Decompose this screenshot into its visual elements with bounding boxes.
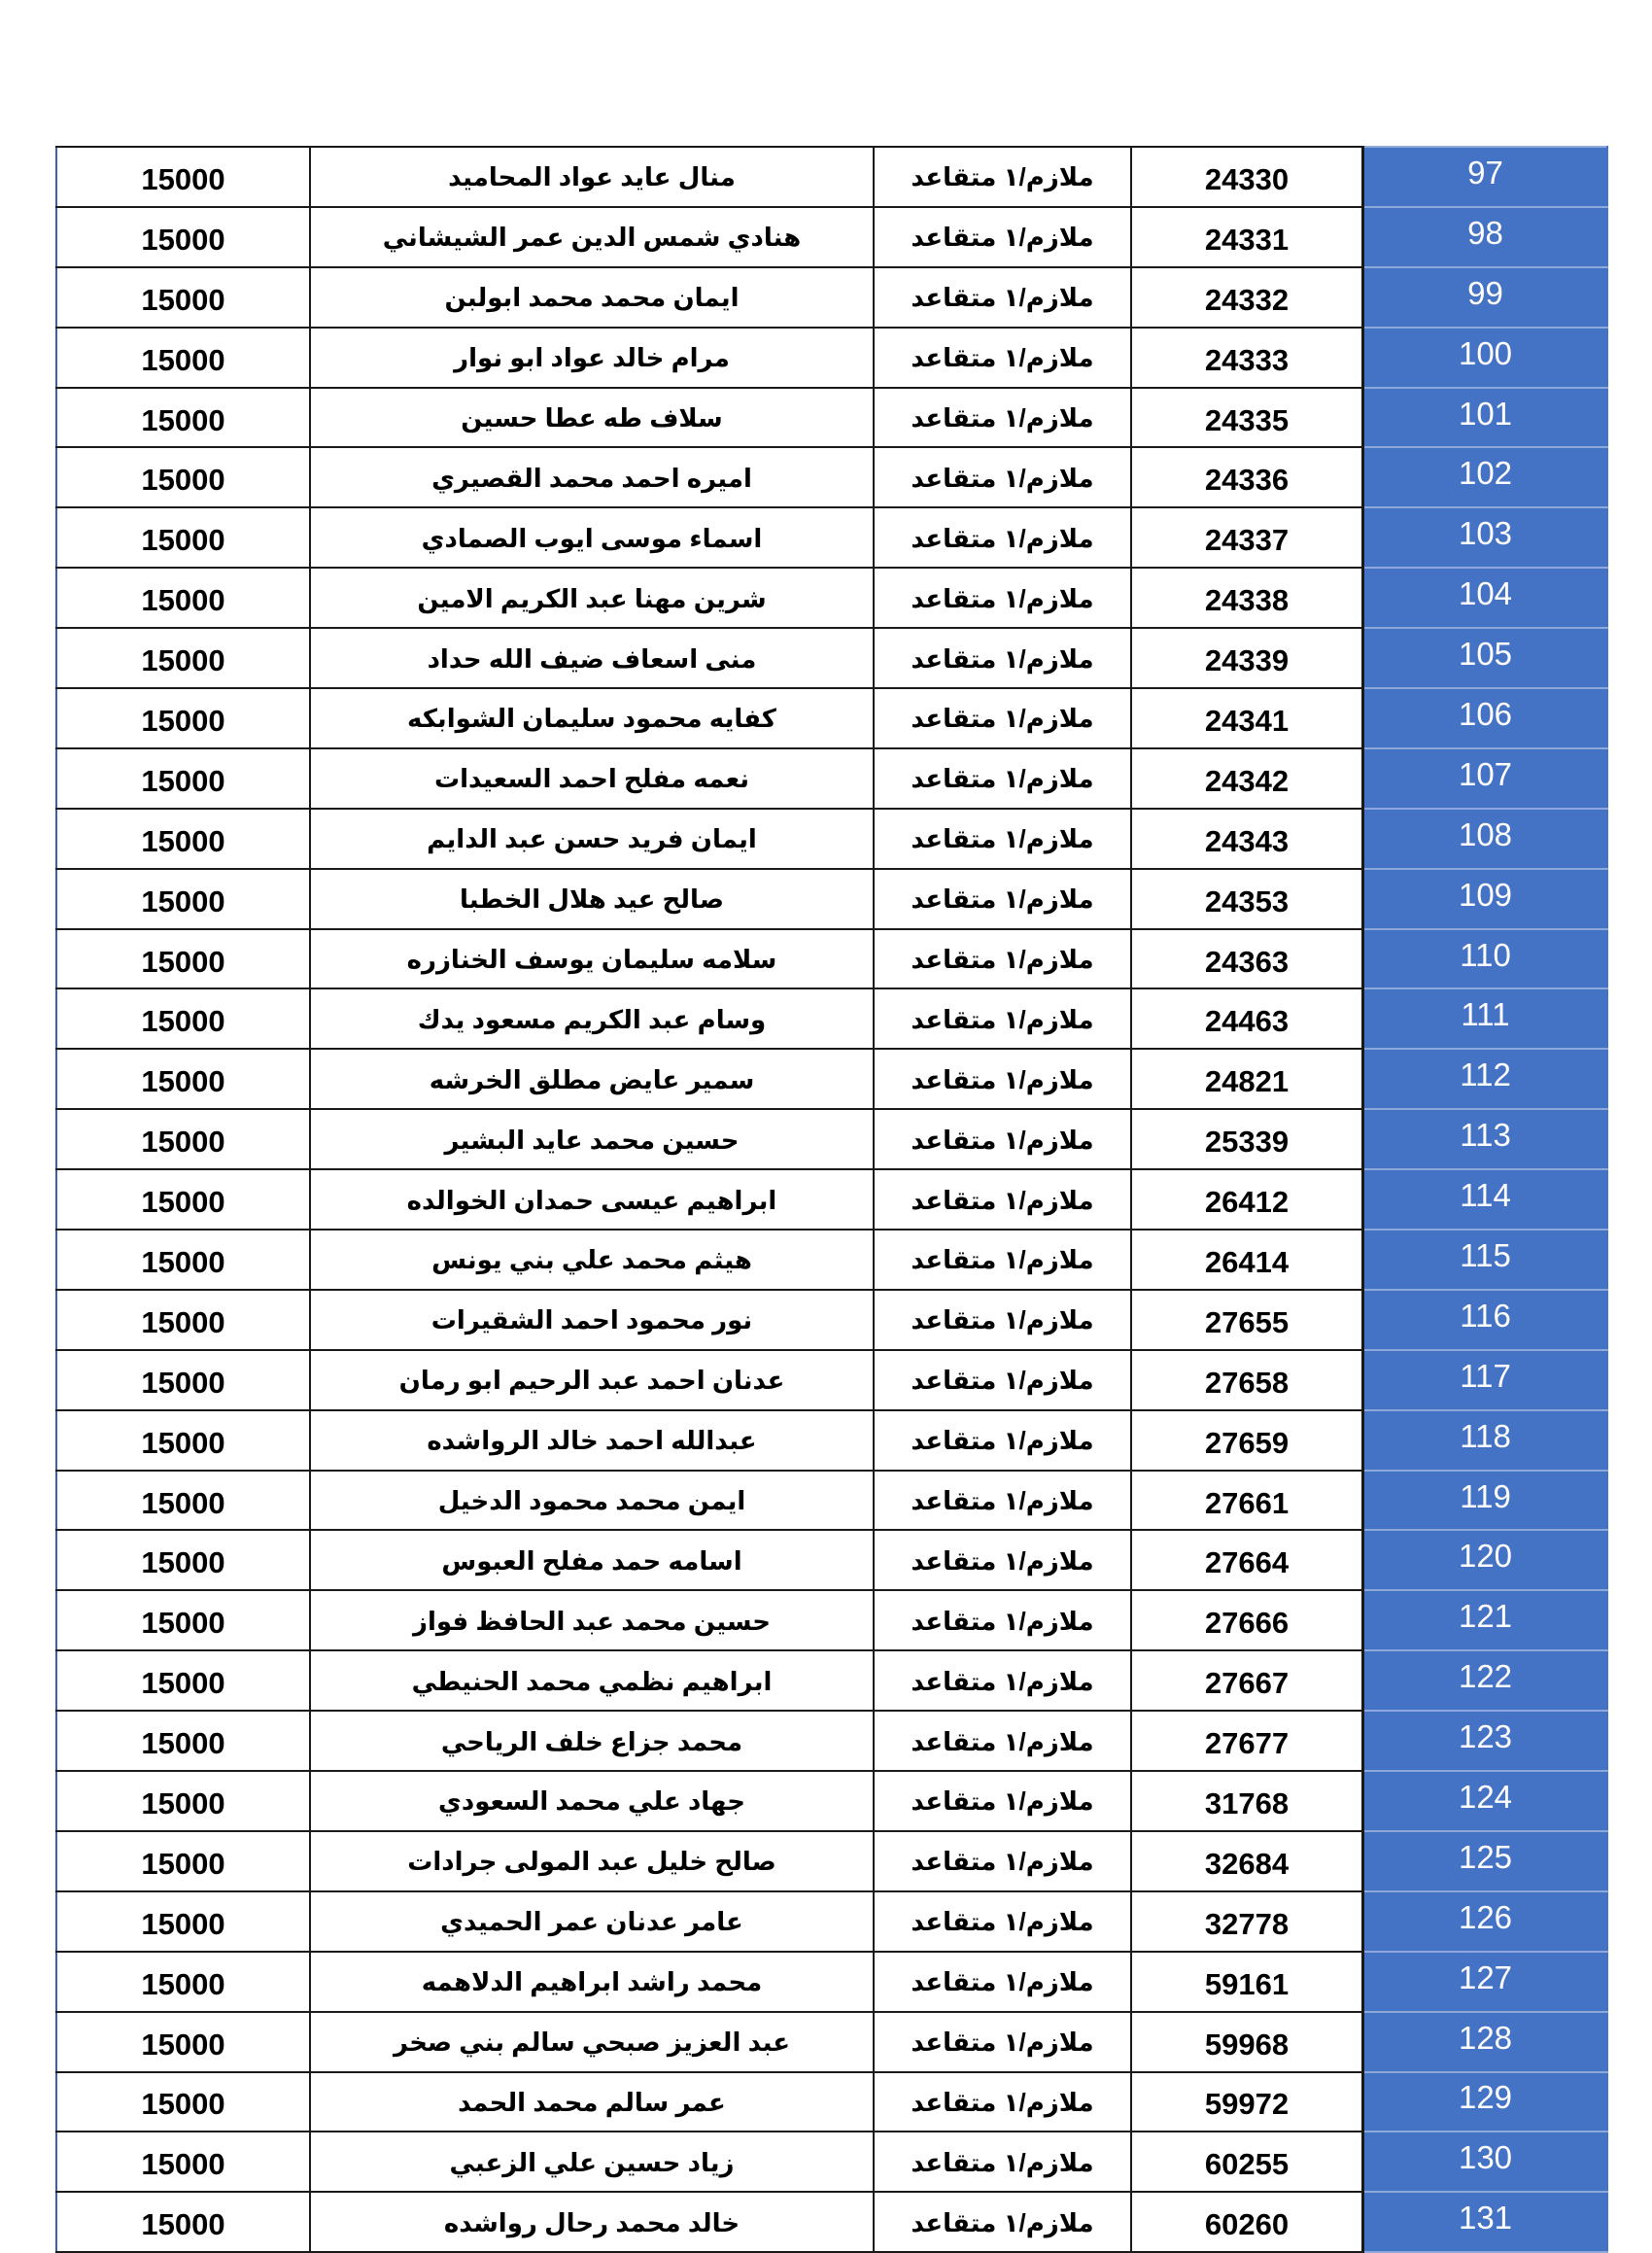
name-cell: خالد محمد رحال رواشده [310,2192,874,2252]
rank-cell: ملازم/١ متقاعد [874,1410,1131,1471]
amount-cell: 15000 [56,2072,310,2132]
rank-cell: ملازم/١ متقاعد [874,929,1131,989]
id-number-cell: 27658 [1131,1350,1363,1410]
rank-cell: ملازم/١ متقاعد [874,809,1131,869]
sequence-number-cell: 97 [1363,147,1608,207]
id-number-cell: 24343 [1131,809,1363,869]
amount-cell: 15000 [56,1471,310,1531]
table-row [56,1410,1607,1471]
id-number-cell: 27655 [1131,1290,1363,1350]
sequence-number-cell: 103 [1363,507,1608,568]
sequence-number-cell: 109 [1363,869,1608,929]
id-number-cell: 27661 [1131,1471,1363,1531]
name-cell: اسماء موسى ايوب الصمادي [310,507,874,568]
rank-cell: ملازم/١ متقاعد [874,1290,1131,1350]
sequence-number-cell: 102 [1363,447,1608,507]
rank-cell: ملازم/١ متقاعد [874,447,1131,507]
name-cell: سلاف طه عطا حسين [310,388,874,448]
name-cell: عبدالله احمد خالد الرواشده [310,1410,874,1471]
amount-cell: 15000 [56,1711,310,1771]
id-number-cell: 32778 [1131,1891,1363,1952]
table-row [56,207,1607,267]
id-number-cell: 24339 [1131,628,1363,688]
name-cell: زياد حسين علي الزعبي [310,2132,874,2192]
retiree-table [55,146,1608,2253]
table-row [56,328,1607,388]
name-cell: شرين مهنا عبد الكريم الامين [310,568,874,628]
rank-cell: ملازم/١ متقاعد [874,207,1131,267]
table-row [56,988,1607,1049]
amount-cell: 15000 [56,1049,310,1109]
table-row [56,688,1607,748]
rank-cell: ملازم/١ متقاعد [874,1711,1131,1771]
amount-cell: 15000 [56,507,310,568]
id-number-cell: 59161 [1131,1952,1363,2012]
table-row [56,1471,1607,1531]
rank-cell: ملازم/١ متقاعد [874,1350,1131,1410]
amount-cell: 15000 [56,809,310,869]
rank-cell: ملازم/١ متقاعد [874,147,1131,207]
id-number-cell: 24331 [1131,207,1363,267]
name-cell: عمر سالم محمد الحمد [310,2072,874,2132]
rank-cell: ملازم/١ متقاعد [874,507,1131,568]
sequence-number-cell: 127 [1363,1952,1608,2012]
id-number-cell: 60255 [1131,2132,1363,2192]
table-row [56,1952,1607,2012]
rank-cell: ملازم/١ متقاعد [874,2072,1131,2132]
rank-cell: ملازم/١ متقاعد [874,2132,1131,2192]
sequence-number-cell: 104 [1363,568,1608,628]
rank-cell: ملازم/١ متقاعد [874,1049,1131,1109]
sequence-number-cell: 100 [1363,328,1608,388]
rank-cell: ملازم/١ متقاعد [874,2192,1131,2252]
id-number-cell: 24342 [1131,748,1363,809]
sequence-number-cell: 123 [1363,1711,1608,1771]
table-row [56,1230,1607,1290]
sequence-number-cell: 114 [1363,1169,1608,1230]
table-row [56,1109,1607,1169]
amount-cell: 15000 [56,688,310,748]
sequence-number-cell: 130 [1363,2132,1608,2192]
rank-cell: ملازم/١ متقاعد [874,1230,1131,1290]
rank-cell: ملازم/١ متقاعد [874,1169,1131,1230]
sequence-number-cell: 119 [1363,1471,1608,1531]
id-number-cell: 32684 [1131,1831,1363,1891]
name-cell: صالح عيد هلال الخطبا [310,869,874,929]
table-row [56,1650,1607,1711]
table-row [56,2072,1607,2132]
id-number-cell: 27659 [1131,1410,1363,1471]
rank-cell: ملازم/١ متقاعد [874,388,1131,448]
amount-cell: 15000 [56,267,310,328]
sequence-number-cell: 131 [1363,2192,1608,2252]
name-cell: اميره احمد محمد القصيري [310,447,874,507]
table-row [56,2192,1607,2252]
table-row [56,1891,1607,1952]
table-row [56,568,1607,628]
id-number-cell: 31768 [1131,1771,1363,1831]
id-number-cell: 27677 [1131,1711,1363,1771]
amount-cell: 15000 [56,328,310,388]
amount-cell: 15000 [56,988,310,1049]
id-number-cell: 27664 [1131,1530,1363,1590]
name-cell: كفايه محمود سليمان الشوابكه [310,688,874,748]
amount-cell: 15000 [56,447,310,507]
id-number-cell: 24333 [1131,328,1363,388]
id-number-cell: 24821 [1131,1049,1363,1109]
sequence-number-cell: 105 [1363,628,1608,688]
amount-cell: 15000 [56,869,310,929]
rank-cell: ملازم/١ متقاعد [874,1530,1131,1590]
rank-cell: ملازم/١ متقاعد [874,988,1131,1049]
name-cell: منال عايد عواد المحاميد [310,147,874,207]
sequence-number-cell: 112 [1363,1049,1608,1109]
name-cell: ايمان فريد حسن عبد الدايم [310,809,874,869]
table-row [56,809,1607,869]
id-number-cell: 24341 [1131,688,1363,748]
table-row [56,507,1607,568]
id-number-cell: 26414 [1131,1230,1363,1290]
table-row [56,1169,1607,1230]
name-cell: ابراهيم نظمي محمد الحنيطي [310,1650,874,1711]
sequence-number-cell: 108 [1363,809,1608,869]
table-row [56,1049,1607,1109]
name-cell: حسين محمد عبد الحافظ فواز [310,1590,874,1650]
table-row [56,447,1607,507]
amount-cell: 15000 [56,1590,310,1650]
name-cell: عامر عدنان عمر الحميدي [310,1891,874,1952]
sequence-number-cell: 121 [1363,1590,1608,1650]
sequence-number-cell: 107 [1363,748,1608,809]
name-cell: نعمه مفلح احمد السعيدات [310,748,874,809]
table-row [56,2132,1607,2192]
amount-cell: 15000 [56,147,310,207]
rank-cell: ملازم/١ متقاعد [874,1109,1131,1169]
amount-cell: 15000 [56,2192,310,2252]
rank-cell: ملازم/١ متقاعد [874,1471,1131,1531]
rank-cell: ملازم/١ متقاعد [874,628,1131,688]
name-cell: ابراهيم عيسى حمدان الخوالده [310,1169,874,1230]
amount-cell: 15000 [56,748,310,809]
rank-cell: ملازم/١ متقاعد [874,1831,1131,1891]
table-row [56,267,1607,328]
id-number-cell: 24332 [1131,267,1363,328]
id-number-cell: 27667 [1131,1650,1363,1711]
name-cell: منى اسعاف ضيف الله حداد [310,628,874,688]
name-cell: ايمن محمد محمود الدخيل [310,1471,874,1531]
name-cell: مرام خالد عواد ابو نوار [310,328,874,388]
sequence-number-cell: 101 [1363,388,1608,448]
id-number-cell: 26412 [1131,1169,1363,1230]
rank-cell: ملازم/١ متقاعد [874,267,1131,328]
id-number-cell: 24336 [1131,447,1363,507]
amount-cell: 15000 [56,1290,310,1350]
retiree-table-body [56,147,1607,2252]
amount-cell: 15000 [56,1350,310,1410]
amount-cell: 15000 [56,1530,310,1590]
name-cell: وسام عبد الكريم مسعود يدك [310,988,874,1049]
rank-cell: ملازم/١ متقاعد [874,688,1131,748]
rank-cell: ملازم/١ متقاعد [874,1771,1131,1831]
id-number-cell: 24330 [1131,147,1363,207]
name-cell: صالح خليل عبد المولى جرادات [310,1831,874,1891]
name-cell: نور محمود احمد الشقيرات [310,1290,874,1350]
sequence-number-cell: 128 [1363,2012,1608,2072]
sequence-number-cell: 115 [1363,1230,1608,1290]
id-number-cell: 24463 [1131,988,1363,1049]
table-row [56,1831,1607,1891]
rank-cell: ملازم/١ متقاعد [874,748,1131,809]
table-row [56,869,1607,929]
sequence-number-cell: 99 [1363,267,1608,328]
name-cell: هيثم محمد علي بني يونس [310,1230,874,1290]
amount-cell: 15000 [56,1891,310,1952]
amount-cell: 15000 [56,1952,310,2012]
rank-cell: ملازم/١ متقاعد [874,328,1131,388]
table-row [56,929,1607,989]
sequence-number-cell: 120 [1363,1530,1608,1590]
amount-cell: 15000 [56,2012,310,2072]
id-number-cell: 24363 [1131,929,1363,989]
name-cell: سلامه سليمان يوسف الخنازره [310,929,874,989]
amount-cell: 15000 [56,1169,310,1230]
table-row [56,1530,1607,1590]
name-cell: محمد جزاع خلف الرياحي [310,1711,874,1771]
id-number-cell: 24337 [1131,507,1363,568]
table-row [56,2012,1607,2072]
name-cell: هنادي شمس الدين عمر الشيشاني [310,207,874,267]
amount-cell: 15000 [56,1831,310,1891]
name-cell: حسين محمد عايد البشير [310,1109,874,1169]
table-row [56,1590,1607,1650]
rank-cell: ملازم/١ متقاعد [874,1952,1131,2012]
name-cell: عدنان احمد عبد الرحيم ابو رمان [310,1350,874,1410]
table-row [56,1290,1607,1350]
amount-cell: 15000 [56,388,310,448]
id-number-cell: 25339 [1131,1109,1363,1169]
sequence-number-cell: 106 [1363,688,1608,748]
amount-cell: 15000 [56,1230,310,1290]
id-number-cell: 24353 [1131,869,1363,929]
sequence-number-cell: 129 [1363,2072,1608,2132]
name-cell: جهاد علي محمد السعودي [310,1771,874,1831]
id-number-cell: 24338 [1131,568,1363,628]
name-cell: محمد راشد ابراهيم الدلاهمه [310,1952,874,2012]
id-number-cell: 59972 [1131,2072,1363,2132]
amount-cell: 15000 [56,628,310,688]
id-number-cell: 24335 [1131,388,1363,448]
table-row [56,147,1607,207]
sequence-number-cell: 111 [1363,988,1608,1049]
table-row [56,628,1607,688]
rank-cell: ملازم/١ متقاعد [874,1590,1131,1650]
amount-cell: 15000 [56,1109,310,1169]
table-row [56,1711,1607,1771]
amount-cell: 15000 [56,568,310,628]
rank-cell: ملازم/١ متقاعد [874,1650,1131,1711]
rank-cell: ملازم/١ متقاعد [874,1891,1131,1952]
name-cell: اسامه حمد مفلح العبوس [310,1530,874,1590]
sequence-number-cell: 124 [1363,1771,1608,1831]
amount-cell: 15000 [56,207,310,267]
amount-cell: 15000 [56,2132,310,2192]
table-row [56,748,1607,809]
sequence-number-cell: 113 [1363,1109,1608,1169]
rank-cell: ملازم/١ متقاعد [874,869,1131,929]
id-number-cell: 59968 [1131,2012,1363,2072]
rank-cell: ملازم/١ متقاعد [874,2012,1131,2072]
amount-cell: 15000 [56,1650,310,1711]
sequence-number-cell: 98 [1363,207,1608,267]
name-cell: ايمان محمد محمد ابولبن [310,267,874,328]
table-row [56,1350,1607,1410]
amount-cell: 15000 [56,929,310,989]
amount-cell: 15000 [56,1410,310,1471]
sequence-number-cell: 116 [1363,1290,1608,1350]
rank-cell: ملازم/١ متقاعد [874,568,1131,628]
name-cell: عبد العزيز صبحي سالم بني صخر [310,2012,874,2072]
id-number-cell: 60260 [1131,2192,1363,2252]
id-number-cell: 27666 [1131,1590,1363,1650]
sequence-number-cell: 125 [1363,1831,1608,1891]
sequence-number-cell: 110 [1363,929,1608,989]
table-row [56,1771,1607,1831]
sequence-number-cell: 122 [1363,1650,1608,1711]
table-row [56,388,1607,448]
sequence-number-cell: 117 [1363,1350,1608,1410]
amount-cell: 15000 [56,1771,310,1831]
sequence-number-cell: 126 [1363,1891,1608,1952]
sequence-number-cell: 118 [1363,1410,1608,1471]
name-cell: سمير عايض مطلق الخرشه [310,1049,874,1109]
